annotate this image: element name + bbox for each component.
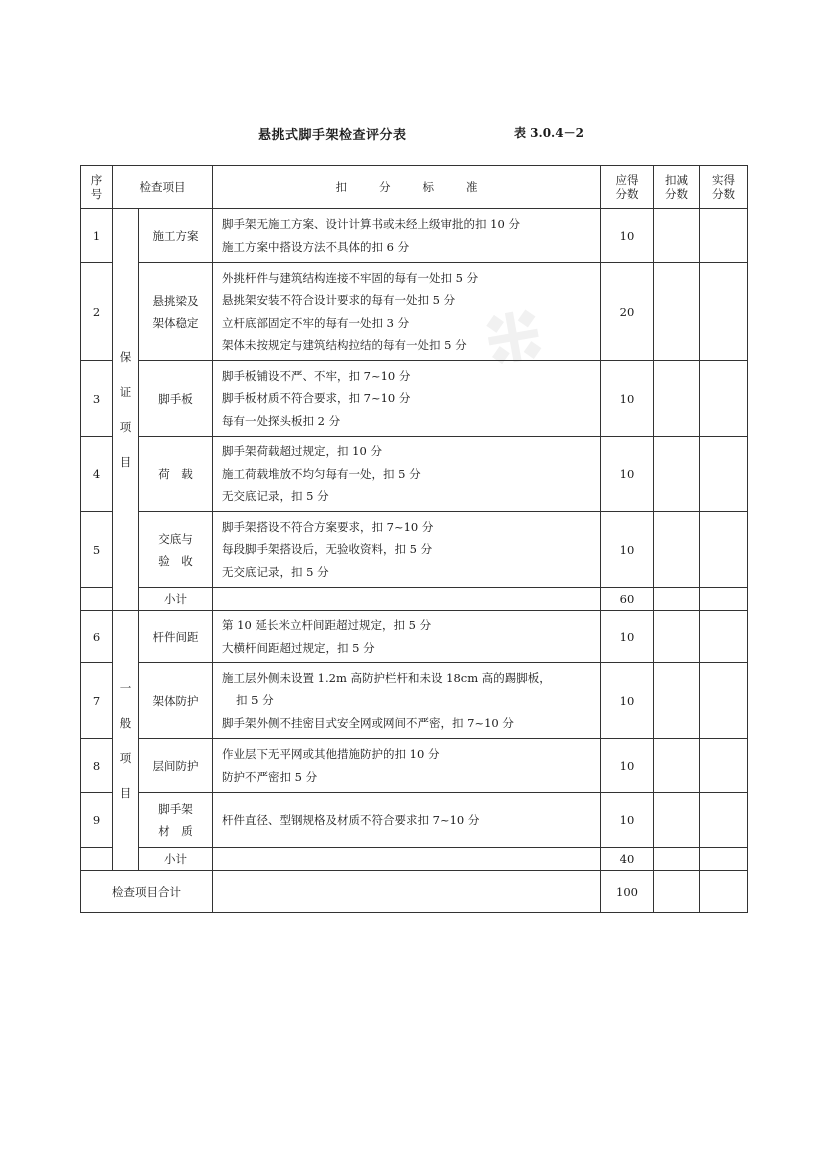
row-should-score: 10 bbox=[601, 512, 654, 588]
row-actual-score bbox=[700, 512, 748, 588]
table-title: 悬挑式脚手架检查评分表 bbox=[258, 128, 407, 143]
row-deduct-score bbox=[654, 663, 700, 739]
row-should-score: 10 bbox=[601, 437, 654, 512]
row-deduct-score bbox=[654, 793, 700, 848]
table-row bbox=[81, 437, 748, 512]
group-guarantee: 保 证 项 目 bbox=[113, 209, 139, 611]
watermark: ※ bbox=[459, 287, 563, 395]
table-title-bar bbox=[0, 124, 830, 144]
subtotal-score: 40 bbox=[601, 848, 654, 871]
header-seq: 序 号 bbox=[81, 166, 113, 209]
row-deduct-score bbox=[654, 611, 700, 663]
row-deduct-score bbox=[654, 209, 700, 263]
row-seq: 1 bbox=[81, 209, 113, 263]
row-seq: 8 bbox=[81, 739, 113, 793]
row-should-score: 10 bbox=[601, 209, 654, 263]
row-standard: 脚手架搭设不符合方案要求，扣 7~10 分 每段脚手架搭设后，无验收资料，扣 5 分 无交底记录，扣 5 分 bbox=[213, 512, 601, 588]
row-actual-score bbox=[700, 611, 748, 663]
table-row bbox=[81, 793, 748, 848]
row-should-score: 20 bbox=[601, 263, 654, 361]
table-row bbox=[81, 209, 748, 263]
table-row bbox=[81, 361, 748, 437]
row-seq: 4 bbox=[81, 437, 113, 512]
header-item: 检查项目 bbox=[113, 166, 213, 209]
row-item: 悬挑梁及 架体稳定 bbox=[139, 263, 213, 361]
total-score: 100 bbox=[601, 871, 654, 913]
row-actual-score bbox=[700, 793, 748, 848]
row-seq: 5 bbox=[81, 512, 113, 588]
header-actual-score: 实得 分数 bbox=[700, 166, 748, 209]
row-should-score: 10 bbox=[601, 361, 654, 437]
table-row bbox=[81, 263, 748, 361]
row-standard: 第 10 延长米立杆间距超过规定，扣 5 分 大横杆间距超过规定，扣 5 分 bbox=[213, 611, 601, 663]
row-standard: 杆件直径、型钢规格及材质不符合要求扣 7~10 分 bbox=[213, 793, 601, 848]
row-item: 层间防护 bbox=[139, 739, 213, 793]
table-number: 表 3.0.4－2 bbox=[514, 126, 584, 140]
row-actual-score bbox=[700, 437, 748, 512]
header-should-score: 应得 分数 bbox=[601, 166, 654, 209]
total-row bbox=[81, 871, 748, 913]
row-deduct-score bbox=[654, 739, 700, 793]
row-standard: 脚手架无施工方案、设计计算书或未经上级审批的扣 10 分 施工方案中搭设方法不具体的扣 6 分 bbox=[213, 209, 601, 263]
row-standard: 外挑杆件与建筑结构连接不牢固的每有一处扣 5 分 悬挑架安装不符合设计要求的每有一处扣 5 分 立杆底部固定不牢的每有一处扣 3 分 架体未按规定与建筑结构拉结的每有一处扣 5 分 bbox=[213, 263, 601, 361]
total-label: 检查项目合计 bbox=[81, 871, 213, 913]
subtotal-row bbox=[81, 588, 748, 611]
table-row bbox=[81, 663, 748, 739]
scoring-table bbox=[80, 165, 748, 913]
row-actual-score bbox=[700, 209, 748, 263]
row-standard: 作业层下无平网或其他措施防护的扣 10 分 防护不严密扣 5 分 bbox=[213, 739, 601, 793]
row-item: 脚手架 材 质 bbox=[139, 793, 213, 848]
row-standard: 脚手板铺设不严、不牢，扣 7~10 分 脚手板材质不符合要求，扣 7~10 分 每有一处探头板扣 2 分 bbox=[213, 361, 601, 437]
table-row bbox=[81, 512, 748, 588]
row-should-score: 10 bbox=[601, 739, 654, 793]
row-should-score: 10 bbox=[601, 793, 654, 848]
row-item: 杆件间距 bbox=[139, 611, 213, 663]
row-actual-score bbox=[700, 263, 748, 361]
header-row bbox=[81, 166, 748, 209]
row-standard: 脚手架荷载超过规定，扣 10 分 施工荷载堆放不均匀每有一处，扣 5 分 无交底记录，扣 5 分 bbox=[213, 437, 601, 512]
row-deduct-score bbox=[654, 437, 700, 512]
row-item: 施工方案 bbox=[139, 209, 213, 263]
subtotal-label: 小计 bbox=[139, 588, 213, 611]
row-deduct-score bbox=[654, 263, 700, 361]
row-item: 脚手板 bbox=[139, 361, 213, 437]
header-standard: 扣 分 标 准 bbox=[213, 166, 601, 209]
row-deduct-score bbox=[654, 512, 700, 588]
row-seq: 9 bbox=[81, 793, 113, 848]
table-row bbox=[81, 611, 748, 663]
group-general: 一 般 项 目 bbox=[113, 611, 139, 871]
row-item: 荷 载 bbox=[139, 437, 213, 512]
row-standard: 施工层外侧未设置 1.2m 高防护栏杆和未设 18cm 高的踢脚板， 扣 5 分 脚手架外侧不挂密目式安全网或网间不严密，扣 7~10 分 bbox=[213, 663, 601, 739]
row-should-score: 10 bbox=[601, 663, 654, 739]
row-item: 交底与 验 收 bbox=[139, 512, 213, 588]
row-actual-score bbox=[700, 739, 748, 793]
row-seq: 2 bbox=[81, 263, 113, 361]
row-actual-score bbox=[700, 663, 748, 739]
row-deduct-score bbox=[654, 361, 700, 437]
row-seq: 3 bbox=[81, 361, 113, 437]
row-seq: 6 bbox=[81, 611, 113, 663]
row-actual-score bbox=[700, 361, 748, 437]
subtotal-score: 60 bbox=[601, 588, 654, 611]
header-deduct-score: 扣减 分数 bbox=[654, 166, 700, 209]
subtotal-row bbox=[81, 848, 748, 871]
table-row bbox=[81, 739, 748, 793]
subtotal-label: 小计 bbox=[139, 848, 213, 871]
row-seq: 7 bbox=[81, 663, 113, 739]
row-should-score: 10 bbox=[601, 611, 654, 663]
row-item: 架体防护 bbox=[139, 663, 213, 739]
